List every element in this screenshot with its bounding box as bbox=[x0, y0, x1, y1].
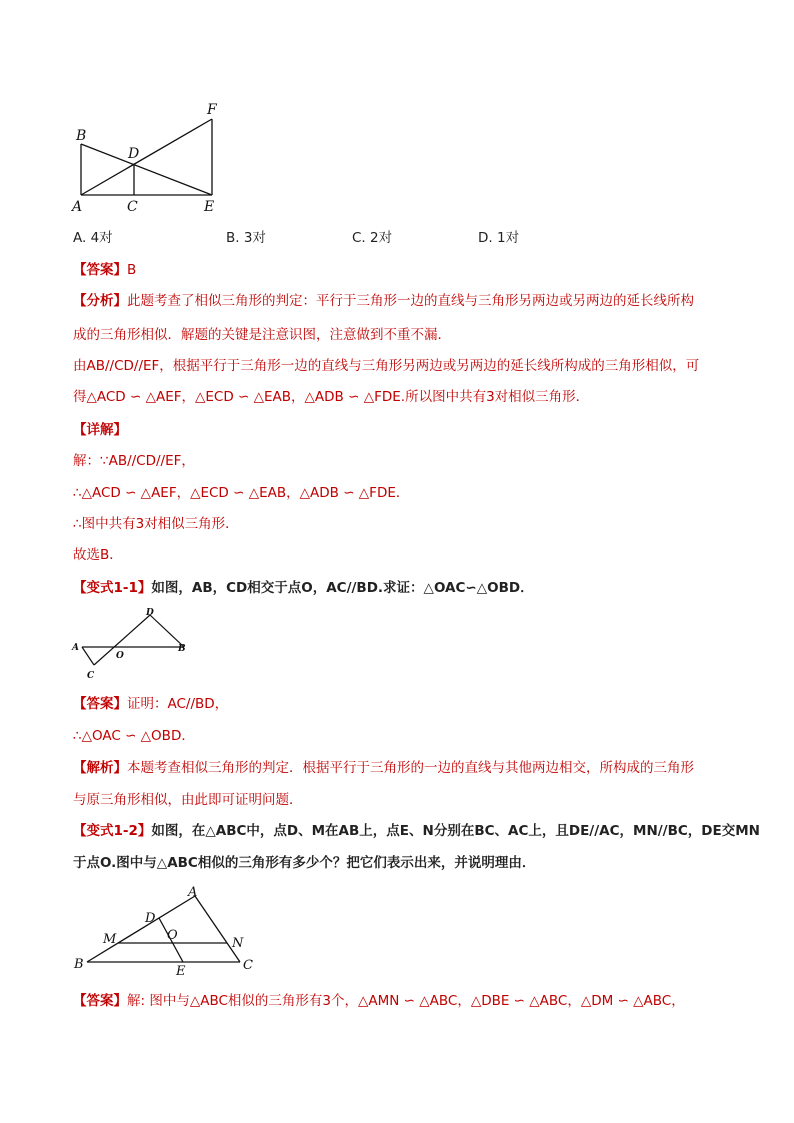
detail-line-1: 解：∵AB//CD//EF， bbox=[73, 453, 195, 469]
v12-question-line-1: 【变式1-2】如图，在△ABC中，点D、M在AB上，点E、N分别在BC、AC上，且DE//AC，MN//BC，DE交MN bbox=[73, 823, 760, 839]
label-a: A bbox=[188, 885, 198, 900]
v11-question: 如图，AB，CD相交于点O，AC//BD.求证：△OAC∽△OBD． bbox=[151, 580, 534, 596]
q1-answer-line bbox=[73, 260, 733, 280]
v11-analysis-tag: 【解析】 bbox=[73, 760, 127, 776]
label-e: E bbox=[204, 199, 215, 215]
label-a: A bbox=[72, 199, 83, 215]
segment-be bbox=[81, 144, 212, 195]
v11-figure-diagram bbox=[66, 605, 196, 685]
analysis-tag: 【分析】 bbox=[73, 293, 127, 309]
option-a: A. 4对 bbox=[73, 230, 113, 246]
label-d: D bbox=[128, 146, 140, 162]
v12-question-line-2: 于点O.图中与△ABC相似的三角形有多少个？把它们表示出来，并说明理由． bbox=[73, 855, 536, 871]
v12-tag: 【变式1-2】 bbox=[73, 823, 152, 839]
label-n: N bbox=[232, 936, 244, 951]
label-d: D bbox=[146, 608, 154, 618]
label-f: F bbox=[207, 102, 217, 118]
detail-line-4: 故选B． bbox=[73, 547, 123, 563]
v11-analysis-line-2: 与原三角形相似，由此即可证明问题． bbox=[73, 792, 303, 808]
figure-1-diagram bbox=[66, 98, 236, 216]
label-o: O bbox=[116, 651, 124, 661]
label-a: A bbox=[72, 643, 79, 653]
detail-line-3: ∴图中共有3对相似三角形． bbox=[73, 516, 239, 532]
v11-answer-line-2: ∴△OAC ∽ △OBD． bbox=[73, 728, 195, 744]
v11-answer-line-1: 【答案】证明：AC//BD， bbox=[73, 696, 229, 712]
label-d: D bbox=[145, 911, 156, 926]
label-c: C bbox=[127, 199, 138, 215]
option-c: C. 2对 bbox=[352, 230, 393, 246]
label-b: B bbox=[178, 644, 186, 654]
v11-question-line bbox=[73, 578, 733, 598]
q1-analysis-line-4: 得△ACD ∽ △AEF，△ECD ∽ △EAB，△ADB ∽ △FDE.所以图中共有3对相似三角形． bbox=[73, 389, 590, 405]
v11-answer-tag: 【答案】 bbox=[73, 696, 127, 712]
label-o: O bbox=[167, 928, 178, 943]
label-c: C bbox=[243, 958, 253, 973]
answer-tag: 【答案】 bbox=[73, 262, 127, 278]
v11-tag: 【变式1-1】 bbox=[73, 580, 152, 596]
segment-ab bbox=[87, 896, 195, 962]
v12-figure-diagram bbox=[66, 885, 266, 980]
label-e: E bbox=[176, 964, 186, 979]
label-c: C bbox=[87, 671, 95, 681]
segment-ac bbox=[195, 896, 240, 962]
q1-analysis-line-1: 【分析】此题考查了相似三角形的判定：平行于三角形一边的直线与三角形另两边或另两边的延长线所构 bbox=[73, 293, 694, 309]
q1-analysis-line-3: 由AB//CD//EF，根据平行于三角形一边的直线与三角形另两边或另两边的延长线所构成的三角形相似，可 bbox=[73, 358, 700, 374]
label-m: M bbox=[103, 932, 117, 947]
segment-ac bbox=[82, 647, 94, 665]
v11-analysis-line-1: 【解析】本题考查相似三角形的判定．根据平行于三角形的一边的直线与其他两边相交，所构成的三角形 bbox=[73, 760, 694, 776]
v12-answer-tag: 【答案】 bbox=[73, 993, 127, 1009]
segment-af bbox=[81, 119, 212, 195]
answer-value: B bbox=[127, 262, 137, 278]
v12-answer-line-1: 【答案】解: 图中与△ABC相似的三角形有3个，△AMN ∽ △ABC，△DBE ∽ △ABC，△DM ∽ △ABC， bbox=[73, 993, 685, 1009]
label-b: B bbox=[74, 957, 84, 972]
option-b: B. 3对 bbox=[226, 230, 266, 246]
label-b: B bbox=[76, 128, 87, 144]
option-d: D. 1对 bbox=[478, 230, 520, 246]
q1-analysis-line-2: 成的三角形相似．解题的关键是注意识图，注意做到不重不漏． bbox=[73, 327, 451, 343]
detail-tag: 【详解】 bbox=[73, 422, 127, 438]
segment-bd bbox=[150, 615, 184, 647]
detail-line-2: ∴△ACD ∽ △AEF，△ECD ∽ △EAB，△ADB ∽ △FDE． bbox=[73, 485, 410, 501]
